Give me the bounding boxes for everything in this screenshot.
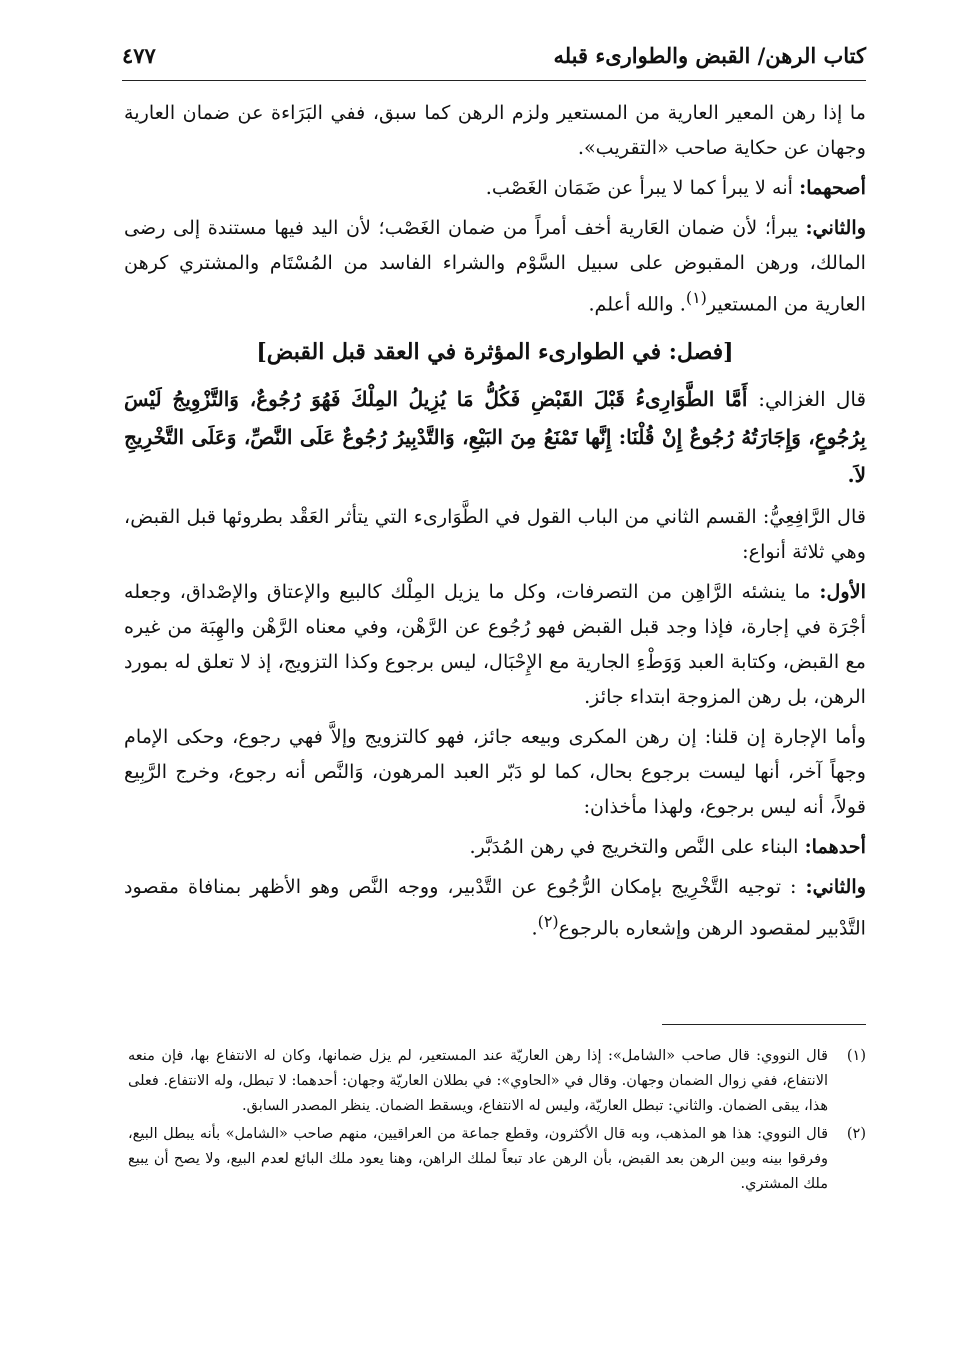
paragraph-2 — [124, 170, 866, 205]
running-title: كتاب الرهن/ القبض والطوارىء قبله — [553, 42, 866, 68]
footnote-ref-1: (١) — [685, 288, 707, 307]
footnote-divider — [662, 1024, 866, 1025]
paragraph-9 — [124, 869, 866, 945]
paragraph-3 — [124, 210, 866, 321]
paragraph-5-text: القسم الثاني من الباب القول في الطَّوَارىء التي يتأثر العَقْد بطروئها قبل القبض، وهي ثلاثة أنواع: — [124, 505, 866, 564]
paragraph-3-text: يبرأ؛ لأن ضمان العَارية أخف أمراً من ضمان الغَصْب؛ لأن اليد فيها مستندة إلى رضى المالك، ورهن المقبوض على سبيل السَّوْم والشراء الفاسد من المُسْتَام والمشتري كرهن العارية من المستعير — [124, 216, 866, 316]
paragraph-4 — [124, 380, 866, 494]
footnote — [128, 1122, 866, 1197]
paragraph-9-end: . — [531, 916, 538, 940]
footnote-ref-2: (٢) — [537, 912, 559, 932]
paragraph-3-lead: والثاني: — [805, 216, 866, 239]
footnote-number: (١) — [846, 1048, 866, 1064]
paragraph-2-lead: أصحهما: — [799, 176, 866, 199]
paragraph-6 — [124, 574, 866, 714]
paragraph-6-text: ما ينشئه الرَّاهِن من التصرفات، وكل ما يزيل المِلْك كالبيع والإعتاق والإصْداق، وجعله أجْرَة في إجارة، فإذا وجد قبل القبض فهو رُجُوع عن الرَّهْن، وفي معناه الرَّهْن والهِبَة من غيره مع القبض، وكتابة العبد وَوَطْءِ الجارية مع الإِحْبَال، ليس برجوع وكذا التزويج، إذ لا تعلق له بمورد الرهن، بل رهن المزوجة ابتداء جائز. — [124, 580, 866, 709]
paragraph-5 — [124, 499, 866, 569]
footnotes — [128, 1044, 866, 1200]
paragraph-4-intro: قال الغزالي: — [758, 387, 867, 412]
paragraph-9-text: : توجيه التَّخْرِيج بإمكان الرُّجُوع عن التَّدْبير، ووجه النَّص وهو الأظهر بمنافاة مقصود التَّدْبير لمقصود الرهن وإشعاره بالرجوع — [124, 875, 866, 940]
main-text — [124, 95, 866, 951]
page-number: ٤٧٧ — [122, 42, 156, 68]
paragraph-8-lead: أحدهما: — [804, 835, 866, 859]
paragraph-6-lead: الأول: — [819, 580, 866, 604]
page-header — [122, 30, 866, 81]
paragraph-5-intro: قال الرَّافِعِيُّ: — [762, 505, 866, 529]
paragraph-8 — [124, 829, 866, 864]
paragraph-4-quote: أَمَّا الطَّوَارِىءُ قَبْلَ القَبْضِ فَكُلُّ مَا يُزِيلُ المِلْكَ فَهُوَ رُجُوعٌ، وَالتَّزْوِيجُ لَيْسَ بِرُجُوعٍ، وَإِجَارَتُهُ رُجُوعٌ إِنْ قُلْنَا: إِنَّها تَمْنَعُ مِنَ البَيْعِ، وَالتَّدْبِيرُ رُجُوعٌ عَلَى النَّصِّ، وَعَلَى التَّخْرِيجِ لاَ. — [124, 387, 866, 488]
paragraph-8-text: البناء على النَّص والتخريج في رهن المُدَبَّر. — [469, 835, 799, 859]
footnote-text: قال النووي: هذا هو المذهب، وبه قال الأكثرون، وقطع جماعة من العراقيين، منهم صاحب «الشامل» بأنه يبطل البيع، وفرقوا بينه وبين الرهن بعد القبض، بأن الرهن عاد تبعاً لملك الراهن، وهنا يعود ملك البائع لعدم البيع، ولا يصح أن يبيع ملك المشتري. — [128, 1126, 828, 1192]
paragraph-7: وأما الإجارة إن قلنا: إن رهن المكرى وبيعه جائز، فهو كالتزويج وإلاَّ فهي رجوع، وحكى الإمام وجهاً آخر، أنها ليست برجوع بحال، كما لو دَبّر العبد المرهون، وَالنَّص أنه رجوع، وخرج الرَّبِيع قولاً، أنه ليس برجوع، ولهذا مأخذان: — [124, 725, 866, 819]
footnote — [128, 1044, 866, 1119]
paragraph-9-lead: والثاني: — [805, 875, 866, 899]
paragraph-3-end: . والله أعلم. — [588, 292, 686, 316]
footnote-number: (٢) — [846, 1126, 866, 1142]
footnote-text: قال النووي: قال صاحب «الشامل»: إذا رهن العاريّة عند المستعير، لم يزل ضمانها، وكان له الانتفاع بها، فإن منعه الانتفاع، ففي زوال الضمان وجهان. وقال في «الحاوي»: في بطلان العاريّة وجهان: أحدهما: لا تبطل، وله الانتفاع. فعلى هذا، يبقى الضمان. والثاني: تبطل العاريّة، وليس له الانتفاع، ويسقط الضمان. ينظر المصدر السابق. — [128, 1048, 828, 1114]
section-heading: [فصل: في الطوارىء المؤثرة في العقد قبل القبض] — [256, 339, 734, 366]
paragraph-2-text: أنه لا يبرأ كما لا يبرأ عن ضَمَان الغَصْب. — [485, 176, 793, 199]
paragraph-1: ما إذا رهن المعير العارية من المستعير ولزم الرهن كما سبق، ففي البَرَاءة عن ضمان العارية وجهان عن حكاية صاحب «التقريب». — [124, 101, 866, 159]
